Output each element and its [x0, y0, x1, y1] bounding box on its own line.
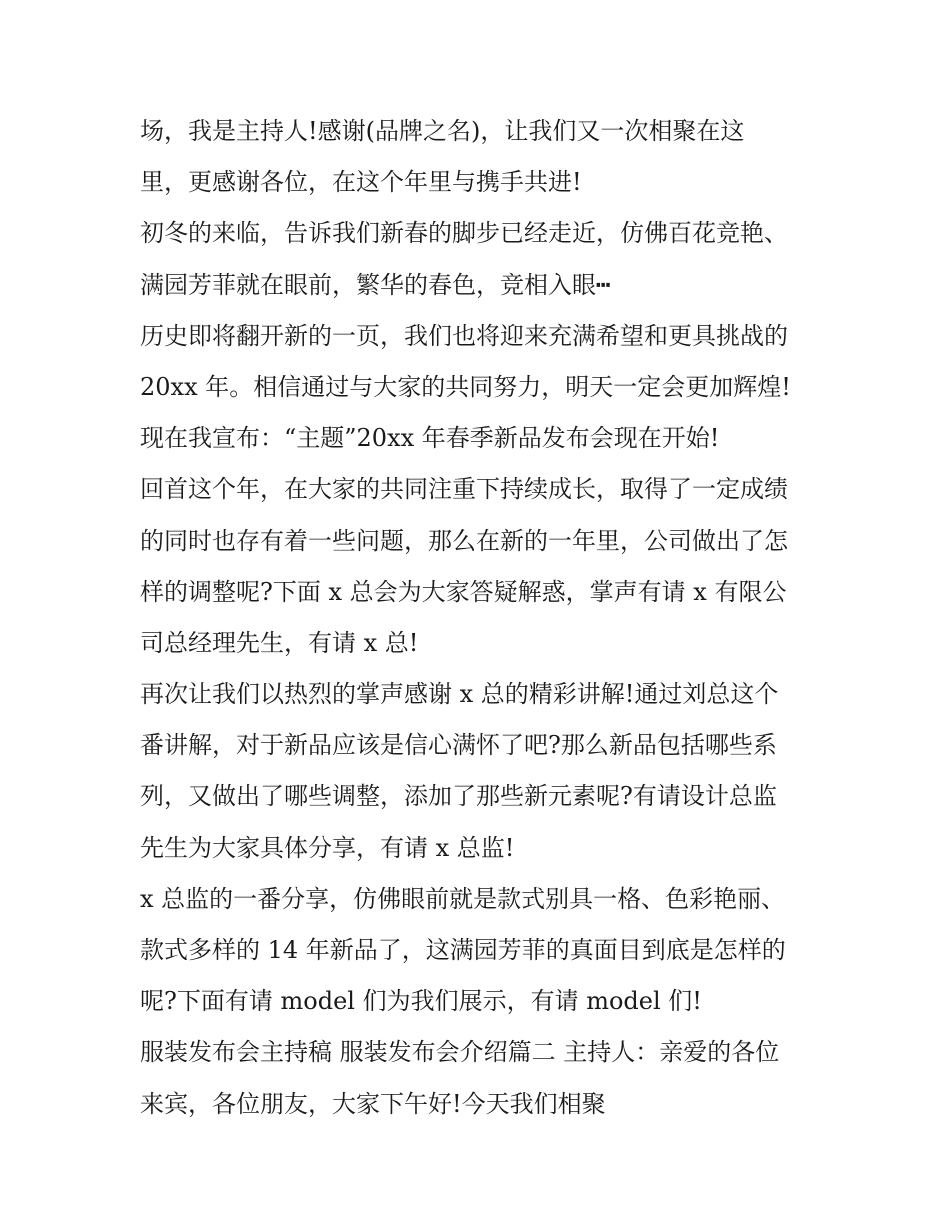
document-body-text	[140, 106, 830, 1130]
text-line: 场，我是主持人!感谢(品牌之名)，让我们又一次相聚在这	[140, 117, 745, 145]
text-line: 司总经理先生，有请 x 总!	[140, 628, 419, 657]
text-line: 里，更感谢各位，在这个年里与携手共进!	[140, 168, 582, 197]
text-line: 呢?下面有请 model 们为我们展示，有请 model 们!	[140, 987, 702, 1016]
text-line: 历史即将翻开新的一页，我们也将迎来充满希望和更具挑战的	[140, 321, 788, 350]
text-line: 先生为大家具体分享，有请 x 总监!	[140, 833, 515, 862]
text-line: 的同时也存有着一些问题，那么在新的一年里，公司做出了怎	[140, 526, 788, 555]
text-line: 来宾，各位朋友，大家下午好!今天我们相聚	[140, 1089, 606, 1118]
text-line: 回首这个年，在大家的共同注重下持续成长，取得了一定成绩	[140, 475, 788, 504]
text-line: 再次让我们以热烈的掌声感谢 x 总的精彩讲解!通过刘总这个	[140, 680, 779, 709]
text-line: 初冬的来临，告诉我们新春的脚步已经走近，仿佛百花竞艳、	[140, 219, 788, 248]
text-line: 列，又做出了哪些调整，添加了那些新元素呢?有请设计总监	[140, 782, 777, 811]
text-line: 服装发布会主持稿 服装发布会介绍篇二 主持人：亲爱的各位	[140, 1038, 780, 1067]
text-line: x 总监的一番分享，仿佛眼前就是款式别具一格、色彩艳丽、	[140, 884, 786, 913]
text-line: 样的调整呢?下面 x 总会为大家答疑解惑，掌声有请 x 有限公	[140, 577, 787, 606]
text-line: 现在我宣布：“主题”20xx 年春季新品发布会现在开始!	[140, 424, 720, 453]
text-line: 番讲解，对于新品应该是信心满怀了吧?那么新品包括哪些系	[140, 731, 777, 760]
text-line: 款式多样的 14 年新品了，这满园芳菲的真面目到底是怎样的	[140, 936, 786, 964]
text-line: 20xx 年。相信通过与大家的共同努力，明天一定会更加辉煌!	[140, 372, 791, 401]
text-line: 满园芳菲就在眼前，繁华的春色，竞相入眼┅	[140, 270, 611, 299]
